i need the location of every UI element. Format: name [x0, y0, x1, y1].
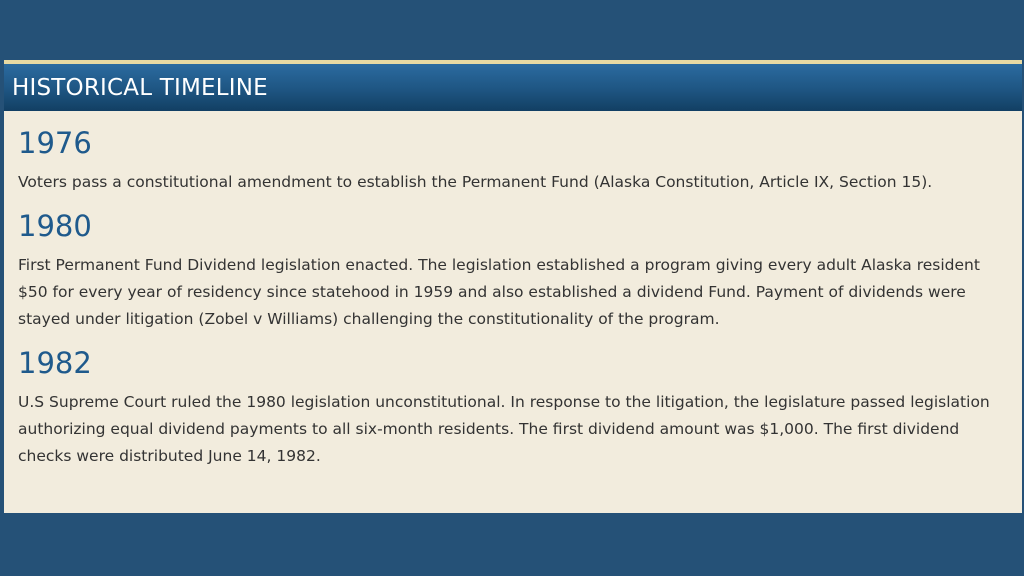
timeline-panel: [4, 60, 1022, 513]
entry-description: First Permanent Fund Dividend legislation enacted. The legislation established a program giving every adult Alaska resident $50 for every year of residency since statehood in 1959 and also established a dividend Fund. Payment of dividends were stayed under litigation (Zobel v Williams) challenging the constitutionality of the program.: [18, 256, 980, 328]
entry-year: 1980: [18, 209, 92, 243]
entry-year: 1982: [18, 346, 92, 380]
entry-description: U.S Supreme Court ruled the 1980 legislation unconstitutional. In response to the litigation, the legislature passed legislation authorizing equal dividend payments to all six-month residents. The first dividend amount was $1,000. The first dividend checks were distributed June 14, 1982.: [18, 393, 990, 465]
timeline-entry-1980: [18, 204, 1008, 333]
timeline-entry-1982: [18, 341, 1008, 470]
entry-description: Voters pass a constitutional amendment to establish the Permanent Fund (Alaska Constitution, Article IX, Section 15).: [18, 173, 933, 191]
timeline-entry-1976: [18, 121, 1008, 196]
panel-header: [4, 64, 1022, 111]
timeline-entries: [4, 111, 1022, 470]
panel-title: HISTORICAL TIMELINE: [12, 74, 268, 101]
entry-year: 1976: [18, 126, 92, 160]
